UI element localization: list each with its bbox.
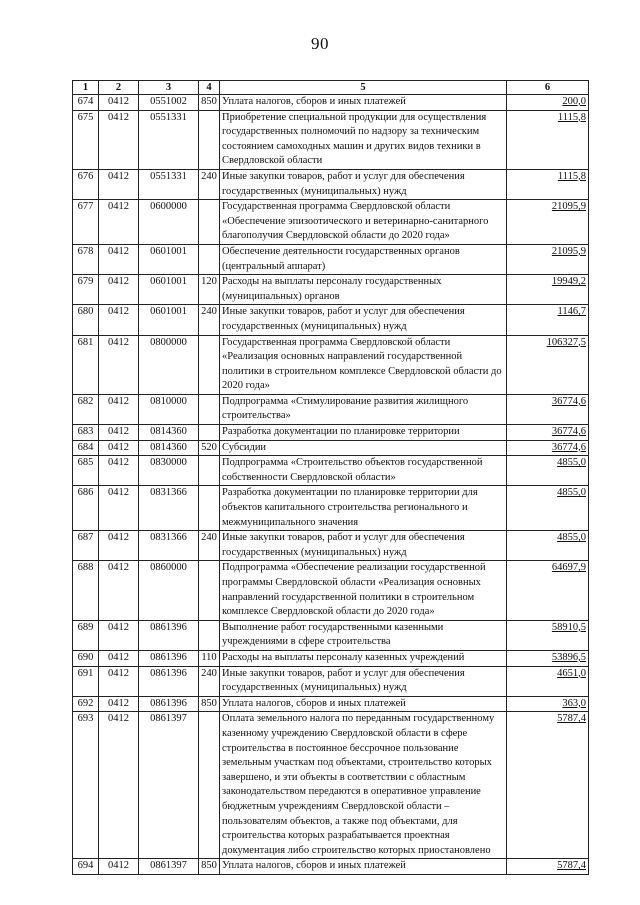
amount-value: 64697,9 xyxy=(551,562,586,574)
description-cell: Субсидии xyxy=(220,440,507,456)
description-cell: Оплата земельного налога по переданным государственному казенному учреждению Свердловской области в сфере строительства в постоянное бессрочное пользование земельным участкам под объектами, строительство которых завершено, и эти объекты в соответствии с областным законодательством передаются в оперативное управление бюджетным учреждениям Свердловской области – пользователям объектов, а также под объектами, для строительства которых разрабатывается проектная документация либо строительство которых приостановлено xyxy=(220,712,507,859)
section-code-cell: 0412 xyxy=(99,561,139,620)
table-row xyxy=(73,275,589,305)
amount-value: 36774,6 xyxy=(551,441,586,453)
expense-type-cell: 120 xyxy=(199,275,220,305)
target-code-cell: 0861396 xyxy=(139,666,199,696)
row-number-cell: 692 xyxy=(73,696,99,712)
amount-cell xyxy=(507,169,589,199)
section-code-cell: 0412 xyxy=(99,531,139,561)
description-cell: Иные закупки товаров, работ и услуг для обеспечения государственных (муниципальных) нужд xyxy=(220,305,507,335)
amount-value: 4855,0 xyxy=(557,532,586,544)
table-header-row xyxy=(73,81,589,95)
table-row xyxy=(73,620,589,650)
section-code-cell: 0412 xyxy=(99,486,139,531)
amount-value: 5787,4 xyxy=(557,713,586,725)
target-code-cell: 0831366 xyxy=(139,486,199,531)
row-number-cell: 690 xyxy=(73,650,99,666)
description-cell: Подпрограмма «Строительство объектов государственной собственности Свердловской области» xyxy=(220,456,507,486)
expense-type-cell xyxy=(199,335,220,394)
table-row xyxy=(73,394,589,424)
amount-value: 200,0 xyxy=(562,96,586,107)
expense-type-cell xyxy=(199,394,220,424)
description-cell: Иные закупки товаров, работ и услуг для обеспечения государственных (муниципальных) нужд xyxy=(220,531,507,561)
expense-type-cell: 240 xyxy=(199,666,220,696)
amount-value: 5787,4 xyxy=(557,860,586,872)
table-row xyxy=(73,305,589,335)
amount-value: 58910,5 xyxy=(551,621,586,633)
target-code-cell: 0601001 xyxy=(139,275,199,305)
row-number-cell: 677 xyxy=(73,200,99,245)
amount-value: 21095,9 xyxy=(551,245,586,257)
expense-type-cell xyxy=(199,561,220,620)
expense-type-cell: 240 xyxy=(199,305,220,335)
description-cell: Уплата налогов, сборов и иных платежей xyxy=(220,95,507,111)
target-code-cell: 0860000 xyxy=(139,561,199,620)
description-cell: Расходы на выплаты персоналу казенных учреждений xyxy=(220,650,507,666)
section-code-cell: 0412 xyxy=(99,859,139,875)
row-number-cell: 682 xyxy=(73,394,99,424)
section-code-cell: 0412 xyxy=(99,456,139,486)
amount-value: 53896,5 xyxy=(551,651,586,663)
section-code-cell: 0412 xyxy=(99,620,139,650)
column-header: 5 xyxy=(220,81,507,95)
expense-type-cell: 240 xyxy=(199,169,220,199)
column-header: 6 xyxy=(507,81,589,95)
row-number-cell: 683 xyxy=(73,425,99,441)
amount-cell xyxy=(507,859,589,875)
amount-cell xyxy=(507,95,589,111)
column-header: 4 xyxy=(199,81,220,95)
amount-cell xyxy=(507,666,589,696)
table-row xyxy=(73,456,589,486)
expense-type-cell: 110 xyxy=(199,650,220,666)
expense-type-cell xyxy=(199,425,220,441)
amount-cell xyxy=(507,335,589,394)
section-code-cell: 0412 xyxy=(99,169,139,199)
expense-type-cell xyxy=(199,244,220,274)
target-code-cell: 0861396 xyxy=(139,620,199,650)
expense-type-cell: 850 xyxy=(199,696,220,712)
section-code-cell: 0412 xyxy=(99,200,139,245)
amount-cell xyxy=(507,394,589,424)
target-code-cell: 0830000 xyxy=(139,456,199,486)
amount-value: 4855,0 xyxy=(557,457,586,469)
amount-cell xyxy=(507,425,589,441)
table-row xyxy=(73,486,589,531)
table-row xyxy=(73,110,589,169)
target-code-cell: 0861397 xyxy=(139,712,199,859)
row-number-cell: 693 xyxy=(73,712,99,859)
amount-cell xyxy=(507,305,589,335)
section-code-cell: 0412 xyxy=(99,696,139,712)
description-cell: Подпрограмма «Обеспечение реализации государственной программы Свердловской области «Реализация основных направлений государственной политики в строительном комплексе Свердловской области до 2020 года» xyxy=(220,561,507,620)
target-code-cell: 0551331 xyxy=(139,169,199,199)
amount-value: 1146,7 xyxy=(557,306,586,318)
description-cell: Разработка документации по планировке территории xyxy=(220,425,507,441)
description-cell: Обеспечение деятельности государственных органов (центральный аппарат) xyxy=(220,244,507,274)
target-code-cell: 0600000 xyxy=(139,200,199,245)
amount-cell xyxy=(507,244,589,274)
table-row xyxy=(73,666,589,696)
description-cell: Выполнение работ государственными казенными учреждениями в сфере строительства xyxy=(220,620,507,650)
row-number-cell: 679 xyxy=(73,275,99,305)
amount-cell xyxy=(507,275,589,305)
target-code-cell: 0861396 xyxy=(139,696,199,712)
expense-type-cell xyxy=(199,200,220,245)
section-code-cell: 0412 xyxy=(99,305,139,335)
amount-cell xyxy=(507,486,589,531)
target-code-cell: 0861397 xyxy=(139,859,199,875)
amount-cell xyxy=(507,456,589,486)
amount-cell xyxy=(507,712,589,859)
section-code-cell: 0412 xyxy=(99,650,139,666)
amount-value: 363,0 xyxy=(562,697,586,709)
amount-cell xyxy=(507,696,589,712)
expense-type-cell xyxy=(199,712,220,859)
description-cell: Приобретение специальной продукции для осуществления государственных полномочий по надзору за техническим состоянием самоходных машин и других видов техники в Свердловской области xyxy=(220,110,507,169)
row-number-cell: 694 xyxy=(73,859,99,875)
page-number: 90 xyxy=(311,34,329,53)
expense-type-cell: 850 xyxy=(199,95,220,111)
amount-cell xyxy=(507,561,589,620)
row-number-cell: 688 xyxy=(73,561,99,620)
row-number-cell: 681 xyxy=(73,335,99,394)
amount-value: 106327,5 xyxy=(546,336,586,348)
expense-type-cell xyxy=(199,620,220,650)
amount-value: 36774,6 xyxy=(551,395,586,407)
table-row xyxy=(73,561,589,620)
target-code-cell: 0861396 xyxy=(139,650,199,666)
table-row xyxy=(73,440,589,456)
expense-type-cell xyxy=(199,486,220,531)
target-code-cell: 0601001 xyxy=(139,244,199,274)
row-number-cell: 685 xyxy=(73,456,99,486)
section-code-cell: 0412 xyxy=(99,440,139,456)
target-code-cell: 0551002 xyxy=(139,95,199,111)
amount-value: 4651,0 xyxy=(557,667,586,679)
table-row xyxy=(73,335,589,394)
expense-type-cell: 520 xyxy=(199,440,220,456)
expense-type-cell xyxy=(199,456,220,486)
table-row xyxy=(73,200,589,245)
section-code-cell: 0412 xyxy=(99,95,139,111)
amount-cell xyxy=(507,620,589,650)
amount-value: 1115,8 xyxy=(557,170,586,182)
target-code-cell: 0814360 xyxy=(139,440,199,456)
expense-type-cell xyxy=(199,110,220,169)
description-cell: Государственная программа Свердловской области «Реализация основных направлений государственной политики в строительном комплексе Свердловской области до 2020 года» xyxy=(220,335,507,394)
description-cell: Разработка документации по планировке территории для объектов капитального строительства регионального и межмуниципального значения xyxy=(220,486,507,531)
table-row xyxy=(73,169,589,199)
expense-type-cell: 240 xyxy=(199,531,220,561)
section-code-cell: 0412 xyxy=(99,275,139,305)
expense-type-cell: 850 xyxy=(199,859,220,875)
section-code-cell: 0412 xyxy=(99,666,139,696)
row-number-cell: 689 xyxy=(73,620,99,650)
amount-cell xyxy=(507,440,589,456)
description-cell: Расходы на выплаты персоналу государственных (муниципальных) органов xyxy=(220,275,507,305)
section-code-cell: 0412 xyxy=(99,712,139,859)
section-code-cell: 0412 xyxy=(99,110,139,169)
table-row xyxy=(73,650,589,666)
section-code-cell: 0412 xyxy=(99,394,139,424)
row-number-cell: 691 xyxy=(73,666,99,696)
amount-cell xyxy=(507,110,589,169)
table-row xyxy=(73,425,589,441)
description-cell: Уплата налогов, сборов и иных платежей xyxy=(220,696,507,712)
row-number-cell: 675 xyxy=(73,110,99,169)
column-header: 3 xyxy=(139,81,199,95)
target-code-cell: 0814360 xyxy=(139,425,199,441)
amount-value: 1115,8 xyxy=(557,111,586,123)
table-row xyxy=(73,244,589,274)
section-code-cell: 0412 xyxy=(99,335,139,394)
target-code-cell: 0800000 xyxy=(139,335,199,394)
description-cell: Уплата налогов, сборов и иных платежей xyxy=(220,859,507,875)
target-code-cell: 0831366 xyxy=(139,531,199,561)
amount-value: 36774,6 xyxy=(551,426,586,438)
budget-table xyxy=(72,80,589,875)
table-row xyxy=(73,531,589,561)
row-number-cell: 684 xyxy=(73,440,99,456)
target-code-cell: 0601001 xyxy=(139,305,199,335)
amount-value: 19949,2 xyxy=(551,276,586,288)
table-row xyxy=(73,712,589,859)
amount-cell xyxy=(507,200,589,245)
row-number-cell: 686 xyxy=(73,486,99,531)
row-number-cell: 676 xyxy=(73,169,99,199)
amount-value: 21095,9 xyxy=(551,201,586,213)
amount-value: 4855,0 xyxy=(557,487,586,499)
target-code-cell: 0551331 xyxy=(139,110,199,169)
description-cell: Государственная программа Свердловской области «Обеспечение эпизоотического и ветеринарно-санитарного благополучия Свердловской области до 2020 года» xyxy=(220,200,507,245)
section-code-cell: 0412 xyxy=(99,425,139,441)
description-cell: Иные закупки товаров, работ и услуг для обеспечения государственных (муниципальных) нужд xyxy=(220,666,507,696)
section-code-cell: 0412 xyxy=(99,244,139,274)
column-header: 2 xyxy=(99,81,139,95)
column-header: 1 xyxy=(73,81,99,95)
table-row xyxy=(73,859,589,875)
table-row xyxy=(73,696,589,712)
row-number-cell: 680 xyxy=(73,305,99,335)
description-cell: Подпрограмма «Стимулирование развития жилищного строительства» xyxy=(220,394,507,424)
target-code-cell: 0810000 xyxy=(139,394,199,424)
row-number-cell: 678 xyxy=(73,244,99,274)
amount-cell xyxy=(507,531,589,561)
amount-cell xyxy=(507,650,589,666)
row-number-cell: 687 xyxy=(73,531,99,561)
row-number-cell: 674 xyxy=(73,95,99,111)
table-row xyxy=(73,95,589,111)
description-cell: Иные закупки товаров, работ и услуг для обеспечения государственных (муниципальных) нужд xyxy=(220,169,507,199)
